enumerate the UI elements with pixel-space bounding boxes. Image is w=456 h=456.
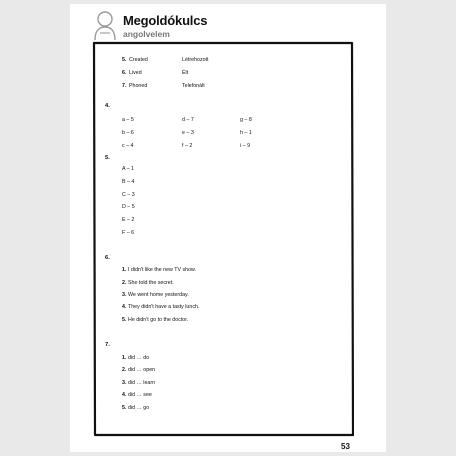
page bbox=[70, 4, 386, 452]
list-item-number: 7. bbox=[122, 83, 127, 89]
list-item-number: 5. bbox=[122, 57, 127, 63]
section-number: 5. bbox=[105, 155, 110, 161]
verb-answer: did … learn bbox=[128, 380, 156, 386]
verb-answer: did … do bbox=[128, 355, 150, 361]
verb-answer: did … see bbox=[128, 392, 152, 398]
match-answer: D – 5 bbox=[122, 204, 135, 210]
sentence-answer: We went home yesterday. bbox=[128, 292, 189, 298]
verb-answer: did … open bbox=[128, 367, 156, 373]
answer-content bbox=[70, 4, 386, 452]
match-answer: d – 7 bbox=[182, 117, 194, 123]
sentence-answer: I didn't like the new TV show. bbox=[128, 267, 197, 273]
list-item-number: 1. bbox=[122, 267, 127, 273]
match-answer: e – 3 bbox=[182, 130, 194, 136]
sentence-answer: She told the secret. bbox=[128, 280, 174, 286]
sentence-answer: They didn't have a tasty lunch. bbox=[128, 304, 200, 310]
list-item-number: 5. bbox=[122, 405, 127, 411]
list-item-number: 2. bbox=[122, 367, 127, 373]
list-item-number: 3. bbox=[122, 292, 127, 298]
match-answer: f – 2 bbox=[182, 143, 193, 149]
list-item-number: 5. bbox=[122, 317, 127, 323]
page-subtitle: angolvelem bbox=[123, 29, 170, 39]
match-answer: h – 1 bbox=[240, 130, 252, 136]
list-item-number: 4. bbox=[122, 304, 127, 310]
match-answer: A – 1 bbox=[122, 166, 135, 172]
match-answer: b – 6 bbox=[122, 130, 134, 136]
section-number: 6. bbox=[105, 255, 110, 261]
english-word: Lived bbox=[129, 70, 142, 76]
match-answer: i – 9 bbox=[240, 143, 251, 149]
hungarian-word: Létrehozott bbox=[182, 57, 209, 63]
section-number: 7. bbox=[105, 342, 110, 348]
hungarian-word: Élt bbox=[182, 70, 189, 76]
match-answer: E – 2 bbox=[122, 217, 135, 223]
page-number: 53 bbox=[341, 442, 350, 451]
verb-answer: did … go bbox=[128, 405, 150, 411]
list-item-number: 1. bbox=[122, 355, 127, 361]
english-word: Created bbox=[129, 57, 148, 63]
match-answer: c – 4 bbox=[122, 143, 134, 149]
list-item-number: 6. bbox=[122, 70, 127, 76]
match-answer: F – 6 bbox=[122, 230, 135, 236]
english-word: Phoned bbox=[129, 83, 148, 89]
sentence-answer: He didn't go to the doctor. bbox=[128, 317, 189, 323]
list-item-number: 3. bbox=[122, 380, 127, 386]
match-answer: g – 8 bbox=[240, 117, 252, 123]
list-item-number: 4. bbox=[122, 392, 127, 398]
match-answer: C – 3 bbox=[122, 192, 135, 198]
hungarian-word: Telefonált bbox=[182, 83, 205, 89]
section-number: 4. bbox=[105, 103, 110, 109]
match-answer: B – 4 bbox=[122, 179, 135, 185]
match-answer: a – 5 bbox=[122, 117, 134, 123]
page-title: Megoldókulcs bbox=[123, 13, 208, 28]
list-item-number: 2. bbox=[122, 280, 127, 286]
